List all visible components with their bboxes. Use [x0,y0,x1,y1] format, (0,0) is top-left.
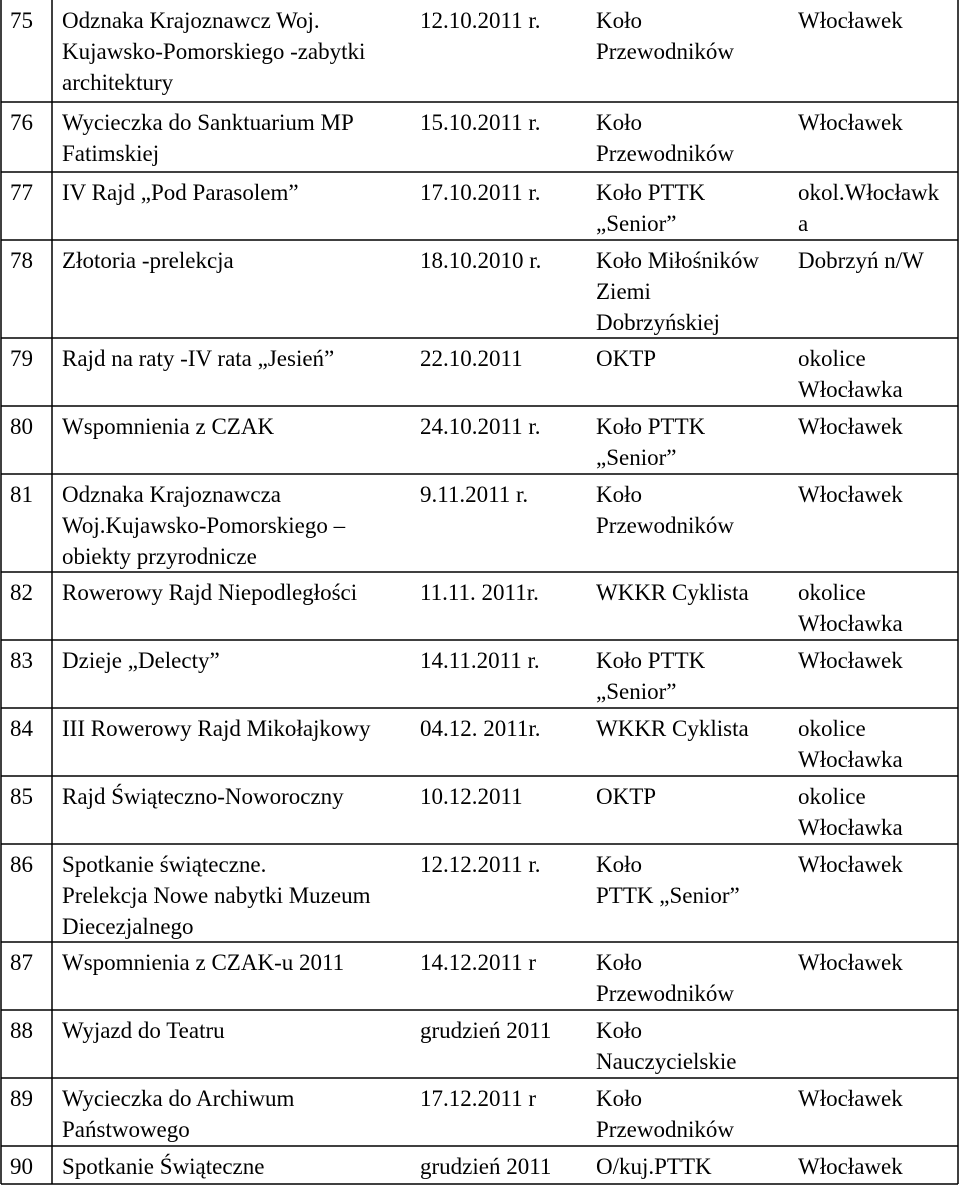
cell-title-line: Kujawsko-Pomorskiego -zabytki [62,39,366,64]
cell-num: 82 [10,580,33,605]
cell-place-line: Włocławek [798,8,903,33]
cell-org-line: PTTK „Senior” [596,883,740,908]
cell-org-line: Koło PTTK [596,648,706,673]
table-row [0,102,960,172]
cell-title [62,781,344,812]
cell-place-line: Włocławek [798,482,903,507]
cell-date [420,479,528,510]
cell-title-line: Prelekcja Nowe nabytki Muzeum [62,883,371,908]
table-row [0,1078,960,1146]
cell-place [798,1083,903,1114]
cell-org [596,107,734,169]
cell-place-line: Włocławek [798,110,903,135]
cell-title-line: Wycieczka do Archiwum [62,1086,295,1111]
cell-title-line: architektury [62,70,174,95]
cell-num: 89 [10,1086,33,1111]
cell-org [596,645,705,707]
cell-date [420,177,541,208]
cell-place-line: Włocławka [798,747,903,772]
cell-title [62,577,357,608]
cell-title [62,849,371,942]
cell-title-line: Rajd Świąteczno-Noworoczny [62,784,344,809]
cell-date-line: 14.12.2011 r [420,950,537,975]
cell-date [420,245,541,276]
cell-date-line: 04.12. 2011r. [420,716,541,741]
cell-num: 84 [10,716,33,741]
cell-date [420,107,541,138]
cell-date-line: 12.10.2011 r. [420,8,541,33]
table-row [0,844,960,942]
cell-num: 78 [10,248,33,273]
cell-num: 76 [10,110,33,135]
cell-org-line: Nauczycielskie [596,1049,737,1074]
cell-date [420,713,541,744]
cell-place [798,5,903,36]
cell-place-line: Włocławka [798,815,903,840]
cell-place-line: Włocławek [798,648,903,673]
cell-org-line: Przewodników [596,981,734,1006]
cell-place [798,645,903,676]
cell-place-line: Włocławka [798,611,903,636]
table-row [0,572,960,640]
cell-place-line: Dobrzyń n/W [798,248,924,273]
cell-place [798,177,939,239]
cell-place-line: okolice [798,716,866,741]
cell-num: 83 [10,648,33,673]
table-row [0,1146,960,1186]
cell-org-line: Koło Miłośników [596,248,759,273]
cell-title [62,713,371,744]
cell-date-line: 11.11. 2011r. [420,580,539,605]
cell-place-line: okolice [798,784,866,809]
cell-date [420,1151,551,1182]
cell-place [798,245,924,276]
cell-title-line: Spotkanie Świąteczne [62,1154,265,1179]
cell-org [596,479,734,541]
cell-place [798,479,903,510]
cell-date-line: 17.10.2011 r. [420,180,541,205]
cell-org-line: Koło [596,1018,642,1043]
cell-place-line: okolice [798,346,866,371]
cell-date [420,849,541,880]
cell-org-line: OKTP [596,784,657,809]
cell-title [62,1015,225,1046]
cell-title-line: IV Rajd „Pod Parasolem” [62,180,299,205]
cell-org-line: Dobrzyńskiej [596,310,720,335]
cell-title [62,1083,294,1145]
cell-date [420,781,523,812]
cell-title-line: Dzieje „Delecty” [62,648,220,673]
cell-title [62,177,299,208]
cell-num: 90 [10,1154,33,1179]
table-row [0,406,960,474]
table-row [0,708,960,776]
cell-date [420,343,523,374]
cell-place [798,713,903,775]
cell-title-line: Fatimskiej [62,141,160,166]
cell-title-line: Złotoria -prelekcja [62,248,234,273]
cell-date [420,1083,536,1114]
cell-place-line: a [798,211,809,236]
cell-org-line: Koło [596,110,642,135]
cell-place [798,577,903,639]
cell-title-line: Wycieczka do Sanktuarium MP [62,110,354,135]
cell-org-line: Koło [596,482,642,507]
cell-org-line: WKKR Cyklista [596,580,749,605]
cell-place-line: Włocławek [798,1154,903,1179]
cell-place [798,947,903,978]
cell-place [798,781,903,843]
cell-title-line: Wyjazd do Teatru [62,1018,225,1043]
cell-num: 86 [10,852,33,877]
table-row [0,640,960,708]
cell-date-line: 9.11.2011 r. [420,482,529,507]
cell-org-line: Przewodników [596,39,734,64]
cell-org-line: Koło [596,1086,642,1111]
cell-date-line: 18.10.2010 r. [420,248,542,273]
cell-date-line: 10.12.2011 [420,784,523,809]
cell-org-line: Ziemi [596,279,651,304]
cell-org-line: OKTP [596,346,657,371]
table-row [0,0,960,102]
table-row [0,942,960,1010]
cell-date-line: 14.11.2011 r. [420,648,540,673]
cell-place [798,107,903,138]
cell-date-line: grudzień 2011 [420,1018,552,1043]
cell-title-line: Rajd na raty -IV rata „Jesień” [62,346,335,371]
cell-org-line: Koło PTTK [596,414,706,439]
cell-date [420,1015,551,1046]
cell-org-line: WKKR Cyklista [596,716,749,741]
cell-org [596,849,740,911]
cell-place [798,411,903,442]
cell-org [596,5,734,67]
cell-date [420,411,541,442]
cell-num: 77 [10,180,33,205]
cell-org [596,245,759,338]
cell-place-line: Włocławek [798,1086,903,1111]
cell-title-line: obiekty przyrodnicze [62,544,257,569]
cell-num: 88 [10,1018,33,1043]
table-row [0,1010,960,1078]
cell-place-line: Włocławka [798,377,903,402]
cell-place-line: okol.Włocławk [798,180,940,205]
cell-title-line: Odznaka Krajoznawcz Woj. [62,8,320,33]
cell-title-line: Odznaka Krajoznawcza [62,482,282,507]
cell-place [798,343,903,405]
cell-org [596,1015,736,1077]
cell-org-line: Koło PTTK [596,180,706,205]
cell-num: 80 [10,414,33,439]
cell-place [798,1151,903,1182]
cell-org-line: Koło [596,950,642,975]
cell-date-line: 24.10.2011 r. [420,414,541,439]
cell-place-line: Włocławek [798,950,903,975]
cell-date-line: grudzień 2011 [420,1154,552,1179]
cell-place-line: Włocławek [798,414,903,439]
cell-org [596,577,749,608]
cell-org [596,411,705,473]
cell-org-line: Przewodników [596,141,734,166]
cell-org-line: Przewodników [596,1117,734,1142]
cell-date-line: 12.12.2011 r. [420,852,541,877]
cell-title-line: Wspomnienia z CZAK-u 2011 [62,950,345,975]
cell-date-line: 22.10.2011 [420,346,523,371]
table-row [0,172,960,240]
cell-title [62,645,220,676]
cell-org [596,177,705,239]
cell-title [62,5,365,98]
cell-title [62,107,354,169]
cell-org [596,343,656,374]
cell-org [596,1083,734,1145]
cell-title-line: Spotkanie świąteczne. [62,852,267,877]
cell-title [62,479,345,572]
cell-org-line: Koło [596,852,642,877]
cell-org-line: Koło [596,8,642,33]
cell-title-line: Państwowego [62,1117,190,1142]
cell-place [798,849,903,880]
table-row [0,474,960,572]
cell-date [420,947,536,978]
cell-title-line: III Rowerowy Rajd Mikołajkowy [62,716,371,741]
cell-num: 85 [10,784,33,809]
cell-title-line: Rowerowy Rajd Niepodległości [62,580,358,605]
cell-title-line: Wspomnienia z CZAK [62,414,275,439]
cell-num: 87 [10,950,33,975]
cell-title [62,245,234,276]
cell-title [62,343,334,374]
cell-date [420,577,539,608]
cell-org [596,947,734,1009]
cell-org [596,713,749,744]
cell-num: 79 [10,346,33,371]
cell-date [420,5,541,36]
cell-date [420,645,540,676]
cell-org-line: O/kuj.PTTK [596,1154,712,1179]
cell-date-line: 15.10.2011 r. [420,110,541,135]
table-row [0,240,960,338]
cell-org-line: „Senior” [596,445,677,470]
cell-title-line: Diecezjalnego [62,914,194,939]
cell-date-line: 17.12.2011 r [420,1086,537,1111]
table-row [0,338,960,406]
table-row [0,776,960,844]
cell-org-line: „Senior” [596,679,677,704]
cell-title [62,1151,264,1182]
cell-org [596,1151,712,1182]
cell-title-line: Woj.Kujawsko-Pomorskiego – [62,513,346,538]
cell-place-line: Włocławek [798,852,903,877]
cell-title [62,947,344,978]
cell-num: 81 [10,482,33,507]
cell-org-line: „Senior” [596,211,677,236]
cell-num: 75 [10,8,33,33]
cell-org-line: Przewodników [596,513,734,538]
cell-org [596,781,656,812]
cell-title [62,411,274,442]
cell-place-line: okolice [798,580,866,605]
